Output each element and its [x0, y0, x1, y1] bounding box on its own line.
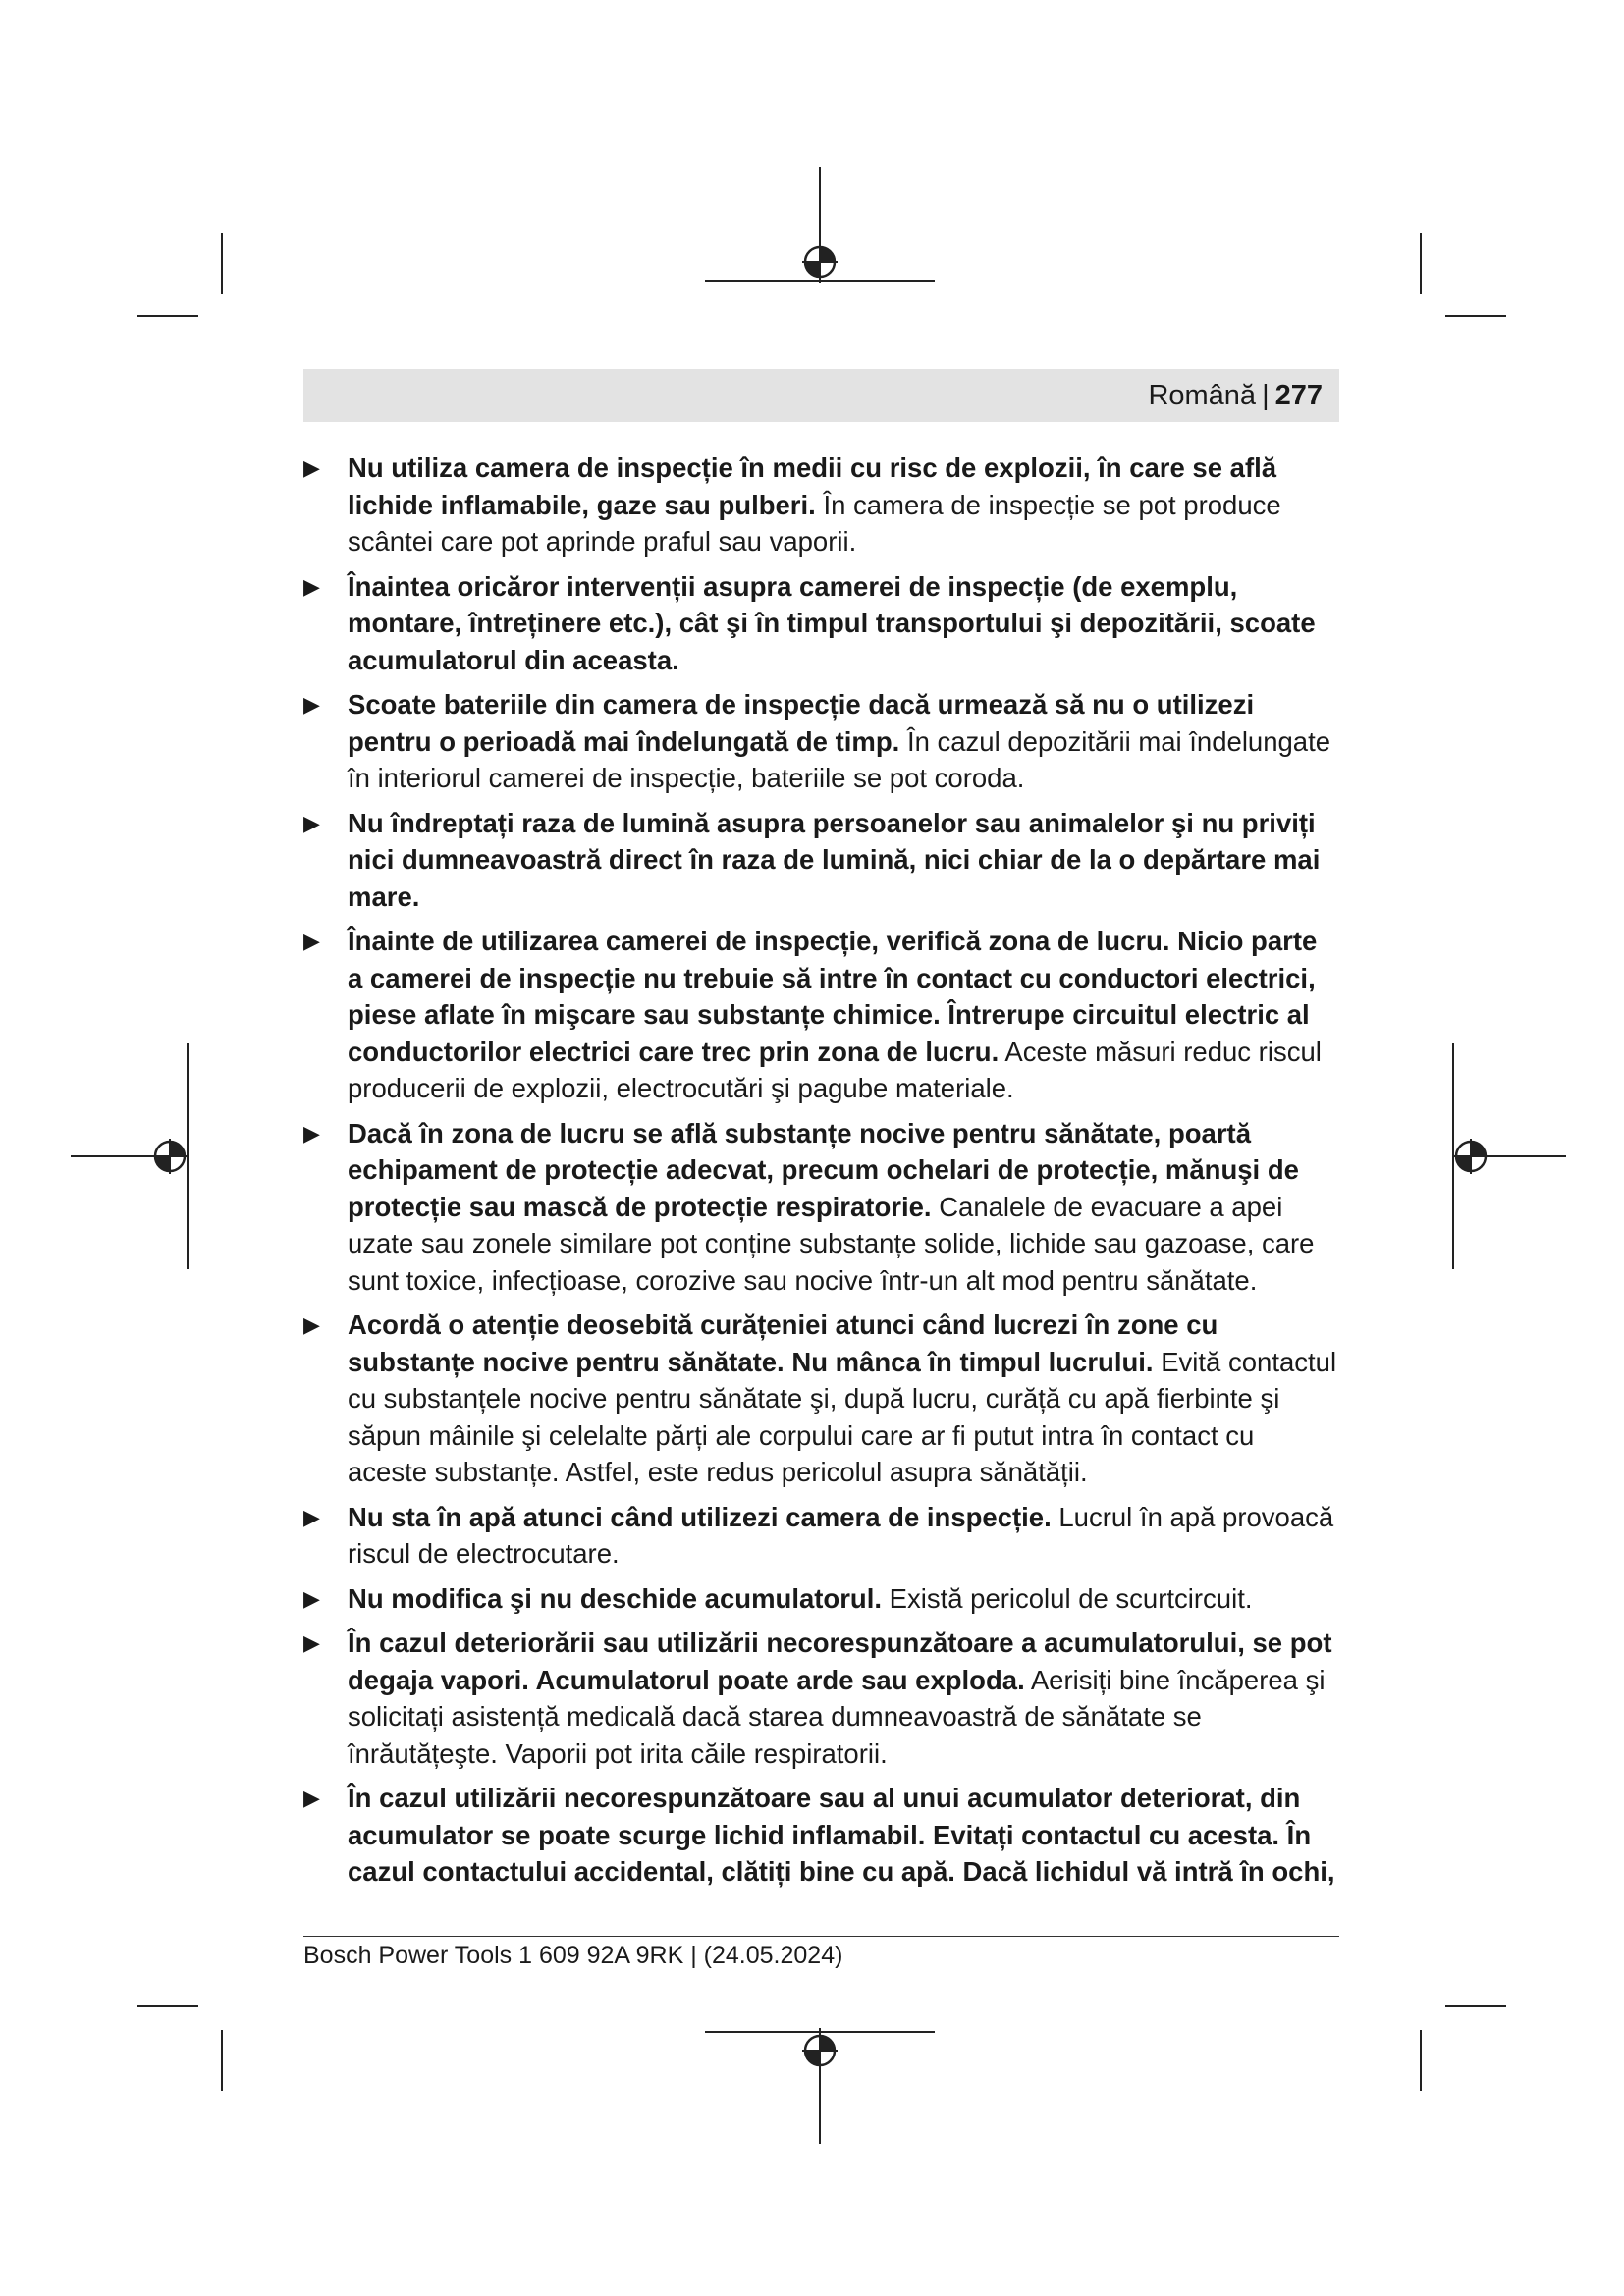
- bullet-triangle-icon: ▶: [303, 929, 320, 953]
- item-normal-text: Există pericolul de scurtcircuit.: [889, 1582, 1253, 1614]
- crop-mark-bottom-left-vertical: [221, 2030, 223, 2091]
- list-item: [303, 1780, 1339, 1891]
- item-bold-text: În cazul utilizării necorespunzătoare sau al unui acumulator deteriorat, din acumulator se poate scurge lichid inflamabil. Evitați contactul cu acesta. În cazul contactului accidental, clătiți bine cu apă. Dacă lichidul vă intră în ochi,: [348, 1783, 1335, 1887]
- safety-instructions-list: [303, 450, 1339, 1898]
- bullet-triangle-icon: ▶: [303, 455, 320, 480]
- bullet-triangle-icon: ▶: [303, 692, 320, 717]
- crop-mark-top-left-vertical: [221, 233, 223, 294]
- bullet-triangle-icon: ▶: [303, 1786, 320, 1810]
- registration-target-icon: [1453, 1139, 1489, 1174]
- bullet-triangle-icon: ▶: [303, 1504, 320, 1529]
- item-normal-text: În cazul depozitării mai îndelungate în interiorul camerei de inspecție, bateriile se pot coroda.: [348, 725, 1331, 793]
- list-item: [303, 1499, 1339, 1573]
- page-header: [303, 369, 1339, 422]
- item-bold-text: Nu sta în apă atunci când utilizezi camera de inspecție.: [348, 1501, 1052, 1532]
- item-normal-text: În camera de inspecție se pot produce scântei care pot aprinde praful sau vaporii.: [348, 489, 1281, 557]
- list-item: [303, 568, 1339, 679]
- bullet-triangle-icon: ▶: [303, 1312, 320, 1337]
- crop-mark-bottom-right-horizontal: [1445, 2005, 1506, 2007]
- list-item: [303, 1307, 1339, 1491]
- item-normal-text: Aceste măsuri reduc riscul producerii de explozii, electrocutări şi pagube materiale.: [348, 1036, 1322, 1103]
- bullet-triangle-icon: ▶: [303, 573, 320, 599]
- bullet-triangle-icon: ▶: [303, 810, 320, 835]
- list-item: [303, 923, 1339, 1107]
- header-language: Română: [1148, 380, 1257, 411]
- registration-target-icon: [802, 244, 838, 280]
- item-bold-text: Nu îndreptați raza de lumină asupra persoanelor sau animalelor şi nu priviți nici dumneavoastră direct în raza de lumină, nici chiar de la o depărtare mai mare.: [348, 807, 1321, 912]
- item-bold-text: Scoate bateriile din camera de inspecție dacă urmează să nu o utilizezi pentru o perioadă mai îndelungată de timp.: [348, 689, 1255, 757]
- bullet-triangle-icon: ▶: [303, 1630, 320, 1655]
- item-bold-text: Nu modifica şi nu deschide acumulatorul.: [348, 1582, 882, 1614]
- list-item: [303, 1115, 1339, 1300]
- item-normal-text: Aerisiți bine încăperea şi solicitați asistență medicală dacă starea dumneavoastră de sănătate se înrăutățeşte. Vaporii pot irita căile respiratorii.: [348, 1664, 1326, 1769]
- crop-mark-top-left-horizontal: [137, 315, 198, 317]
- item-normal-text: Evită contactul cu substanțele nocive pentru sănătate şi, după lucru, curăță cu apă fierbinte şi săpun mâinile şi celelalte părți ale corpului care ar fi putut intra în contact cu aceste substanțe. Astfel, este redus pericolul asupra sănătății.: [348, 1346, 1337, 1487]
- header-text: [1148, 378, 1323, 413]
- crop-mark-bottom-right-vertical: [1420, 2030, 1422, 2091]
- list-item: [303, 686, 1339, 797]
- registration-target-icon: [802, 2033, 838, 2068]
- item-bold-text: În cazul deteriorării sau utilizării necorespunzătoare a acumulatorului, se pot degaja vapori. Acumulatorul poate arde sau exploda.: [348, 1628, 1332, 1695]
- crop-mark-top-right-vertical: [1420, 233, 1422, 294]
- item-normal-text: Canalele de evacuare a apei uzate sau zonele similare pot conține substanțe solide, lichide sau gazoase, care sunt toxice, infecțioase, corozive sau nocive într-un alt mod pentru sănătate.: [348, 1191, 1315, 1296]
- item-bold-text: Acordă o atenție deosebită curățeniei atunci când lucrezi în zone cu substanțe nocive pentru sănătate. Nu mânca în timpul lucrului.: [348, 1309, 1218, 1377]
- list-item: [303, 450, 1339, 561]
- header-separator: |: [1262, 380, 1270, 411]
- registration-top-horizontal: [705, 280, 935, 282]
- bullet-triangle-icon: ▶: [303, 1585, 320, 1611]
- crop-mark-top-right-horizontal: [1445, 315, 1506, 317]
- item-normal-text: Lucrul în apă provoacă riscul de electrocutare.: [348, 1501, 1334, 1569]
- footer-divider: [303, 1936, 1339, 1937]
- list-item: [303, 1625, 1339, 1772]
- footer-text: Bosch Power Tools 1 609 92A 9RK | (24.05.2024): [303, 1942, 843, 1969]
- item-bold-text: Dacă în zona de lucru se află substanțe nocive pentru sănătate, poartă echipament de protecție adecvat, precum ochelari de protecție, mănuşi de protecție sau mască de protecție respiratorie.: [348, 1117, 1299, 1222]
- item-bold-text: Nu utiliza camera de inspecție în medii cu risc de explozii, în care se află lichide inflamabile, gaze sau pulberi.: [348, 453, 1277, 520]
- bullet-triangle-icon: ▶: [303, 1120, 320, 1146]
- list-item: [303, 1580, 1339, 1618]
- item-bold-text: Înainte de utilizarea camerei de inspecție, verifică zona de lucru. Nicio parte a camerei de inspecție nu trebuie să intre în contact cu conductori electrici, piese aflate în mişcare sau substanțe chimice. Întrerupe circuitul electric al conductorilor electrici care trec prin zona de lucru.: [348, 926, 1318, 1067]
- item-bold-text: Înaintea oricăror intervenții asupra camerei de inspecție (de exemplu, montare, întreținere etc.), cât şi în timpul transportului şi depozitării, scoate acumulatorul din aceasta.: [348, 570, 1316, 675]
- page-number: 277: [1274, 380, 1323, 411]
- crop-mark-bottom-left-horizontal: [137, 2005, 198, 2007]
- registration-target-icon: [152, 1139, 188, 1174]
- list-item: [303, 805, 1339, 916]
